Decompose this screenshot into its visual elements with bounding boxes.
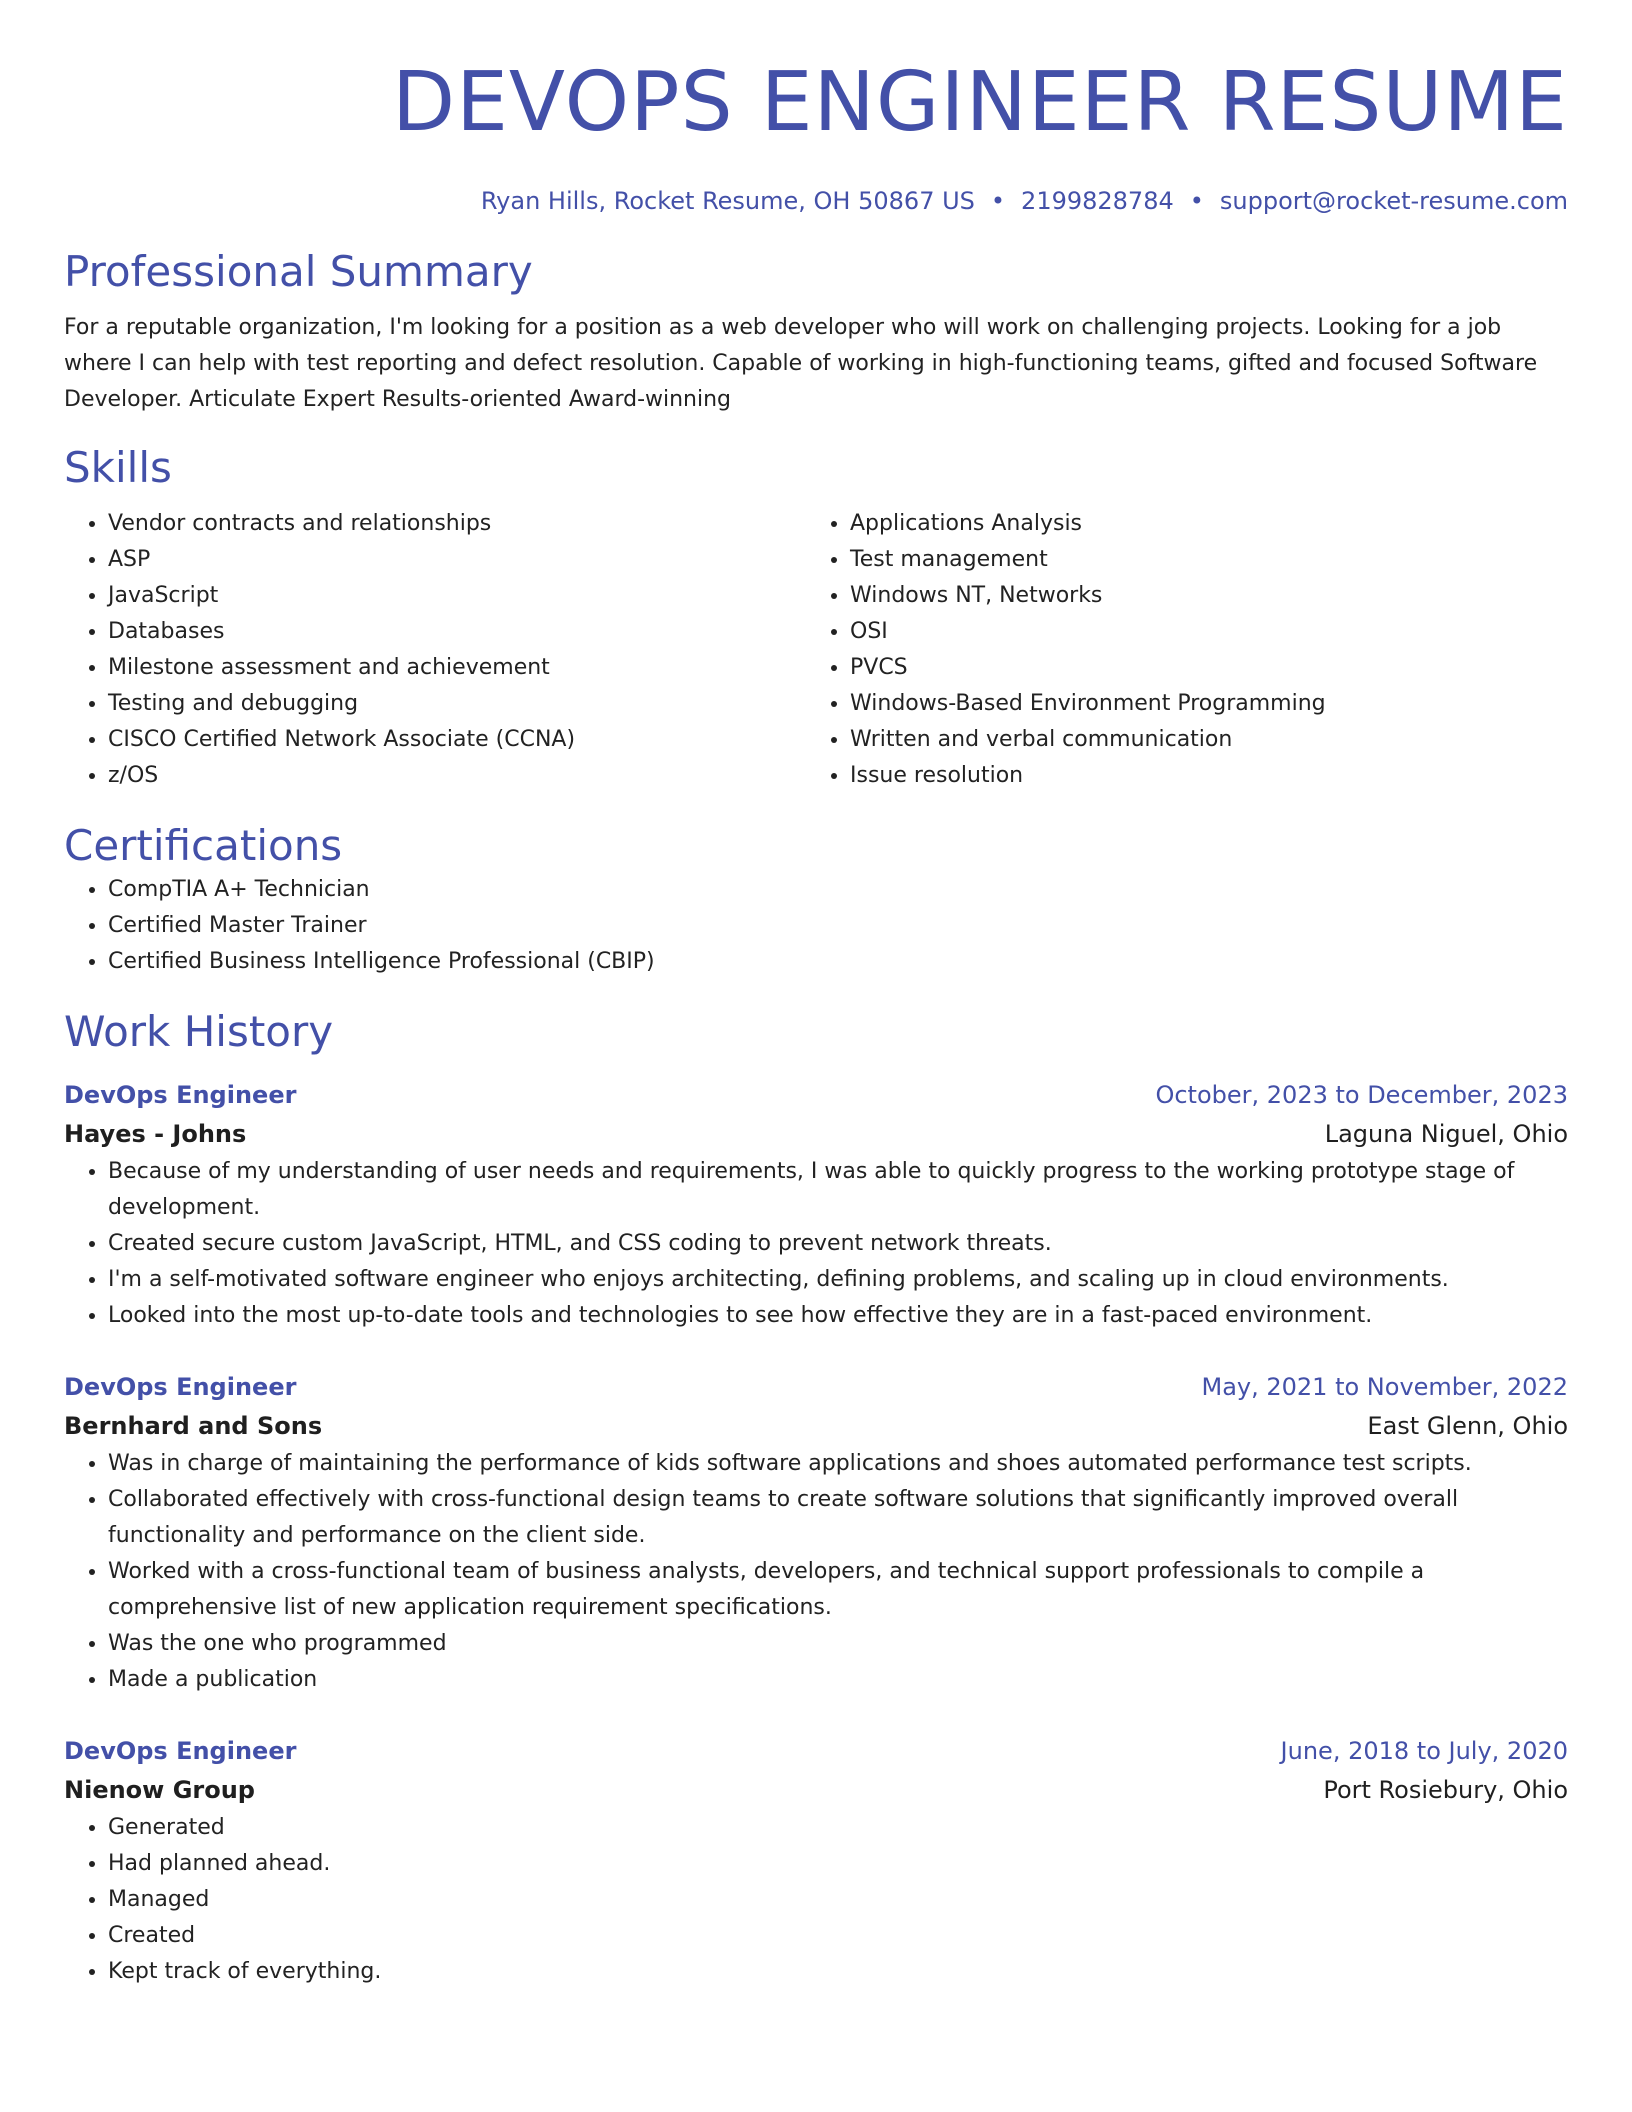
job-dates: May, 2021 to November, 2022 <box>1201 1373 1568 1401</box>
skill-item: • ASP <box>108 542 806 578</box>
work-history-heading: Work History <box>64 1007 334 1056</box>
job-bullet: • Was the one who programmed <box>108 1626 1568 1662</box>
contact-phone: 2199828784 <box>1021 187 1174 215</box>
job-entry <box>64 1732 1568 1990</box>
summary-heading: Professional Summary <box>64 247 533 296</box>
skill-item: • OSI <box>850 614 1548 650</box>
skill-item: • JavaScript <box>108 578 806 614</box>
job-title: DevOps Engineer <box>64 1373 297 1401</box>
summary-text: For a reputable organization, I'm looking for a position as a web developer who will work on challenging projects. Looking for a job where I can help with test reporting and defect resolution. Capable of working in high-functioning teams, gifted and focused Software Developer. Articulate Expert Results-oriented Award-winning <box>64 315 1538 412</box>
job-bullet: • Generated <box>108 1810 1568 1846</box>
resume-page <box>64 0 1568 1990</box>
skill-item: • Testing and debugging <box>108 686 806 722</box>
job-company: Nienow Group <box>64 1776 255 1804</box>
job-company-row <box>64 1406 1568 1446</box>
job-bullet: • Collaborated effectively with cross-functional design teams to create software solutions that significantly improved overall functionality and performance on the client side. <box>108 1482 1568 1554</box>
job-location: Laguna Niguel, Ohio <box>1324 1120 1568 1148</box>
skill-item: • Vendor contracts and relationships <box>108 506 806 542</box>
job-title: DevOps Engineer <box>64 1081 297 1109</box>
job-bullet: • Created <box>108 1918 1568 1954</box>
skill-item: • Applications Analysis <box>850 506 1548 542</box>
job-bullet: • Worked with a cross-functional team of business analysts, developers, and technical support professionals to compile a comprehensive list of new application requirement specifications. <box>108 1554 1568 1626</box>
skill-item: • Test management <box>850 542 1548 578</box>
contact-address: Ryan Hills, Rocket Resume, OH 50867 US <box>480 187 975 215</box>
skills-list-left <box>64 506 806 794</box>
certification-item: • Certified Master Trainer <box>108 908 1568 944</box>
job-bullet: • Looked into the most up-to-date tools and technologies to see how effective they are in a fast-paced environment. <box>108 1298 1568 1334</box>
job-title: DevOps Engineer <box>64 1737 297 1765</box>
resume-title: DEVOPS ENGINEER RESUME <box>391 55 1568 150</box>
job-bullet: • I'm a self-motivated software engineer who enjoys architecting, defining problems, and scaling up in cloud environments. <box>108 1262 1568 1298</box>
job-entry <box>64 1076 1568 1334</box>
job-title-row <box>64 1076 1568 1114</box>
skill-item: • CISCO Certified Network Associate (CCNA) <box>108 722 806 758</box>
skills-list-right <box>806 506 1548 794</box>
job-entry <box>64 1368 1568 1698</box>
skill-item: • Databases <box>108 614 806 650</box>
skill-item: • Milestone assessment and achievement <box>108 650 806 686</box>
skill-item: • Issue resolution <box>850 758 1548 794</box>
job-bullet: • Created secure custom JavaScript, HTML, and CSS coding to prevent network threats. <box>108 1226 1568 1262</box>
skill-item: • Windows NT, Networks <box>850 578 1548 614</box>
skills-heading: Skills <box>64 443 172 492</box>
job-location: East Glenn, Ohio <box>1367 1412 1568 1440</box>
job-bullet: • Was in charge of maintaining the performance of kids software applications and shoes automated performance test scripts. <box>108 1446 1568 1482</box>
job-bullets <box>64 1154 1568 1334</box>
job-bullet: • Because of my understanding of user needs and requirements, I was able to quickly progress to the working prototype stage of development. <box>108 1154 1568 1226</box>
skill-item: • PVCS <box>850 650 1548 686</box>
job-bullet: • Made a publication <box>108 1662 1568 1698</box>
job-bullet: • Had planned ahead. <box>108 1846 1568 1882</box>
certifications-heading: Certifications <box>64 821 343 870</box>
contact-email[interactable]: support@rocket-resume.com <box>1219 187 1568 215</box>
job-title-row <box>64 1368 1568 1406</box>
job-company: Bernhard and Sons <box>64 1412 323 1440</box>
certifications-list <box>64 872 1568 980</box>
contact-line <box>64 186 1568 216</box>
job-bullet: • Kept track of everything. <box>108 1954 1568 1990</box>
job-bullet: • Managed <box>108 1882 1568 1918</box>
skill-item: • Windows-Based Environment Programming <box>850 686 1548 722</box>
job-title-row <box>64 1732 1568 1770</box>
certification-item: • CompTIA A+ Technician <box>108 872 1568 908</box>
skills-column-left <box>64 506 806 794</box>
skill-item: • Written and verbal communication <box>850 722 1548 758</box>
job-dates: October, 2023 to December, 2023 <box>1155 1081 1568 1109</box>
certification-item: • Certified Business Intelligence Professional (CBIP) <box>108 944 1568 980</box>
job-location: Port Rosiebury, Ohio <box>1323 1776 1568 1804</box>
skills-column-right <box>806 506 1548 794</box>
resume-header <box>64 0 1568 216</box>
contact-separator: • <box>1189 187 1204 215</box>
job-company-row <box>64 1114 1568 1154</box>
job-dates: June, 2018 to July, 2020 <box>1280 1737 1568 1765</box>
job-bullets <box>64 1810 1568 1990</box>
job-bullets <box>64 1446 1568 1698</box>
job-company-row <box>64 1770 1568 1810</box>
skills-grid <box>64 506 1568 794</box>
contact-separator: • <box>990 187 1006 215</box>
job-company: Hayes - Johns <box>64 1120 247 1148</box>
skill-item: • z/OS <box>108 758 806 794</box>
